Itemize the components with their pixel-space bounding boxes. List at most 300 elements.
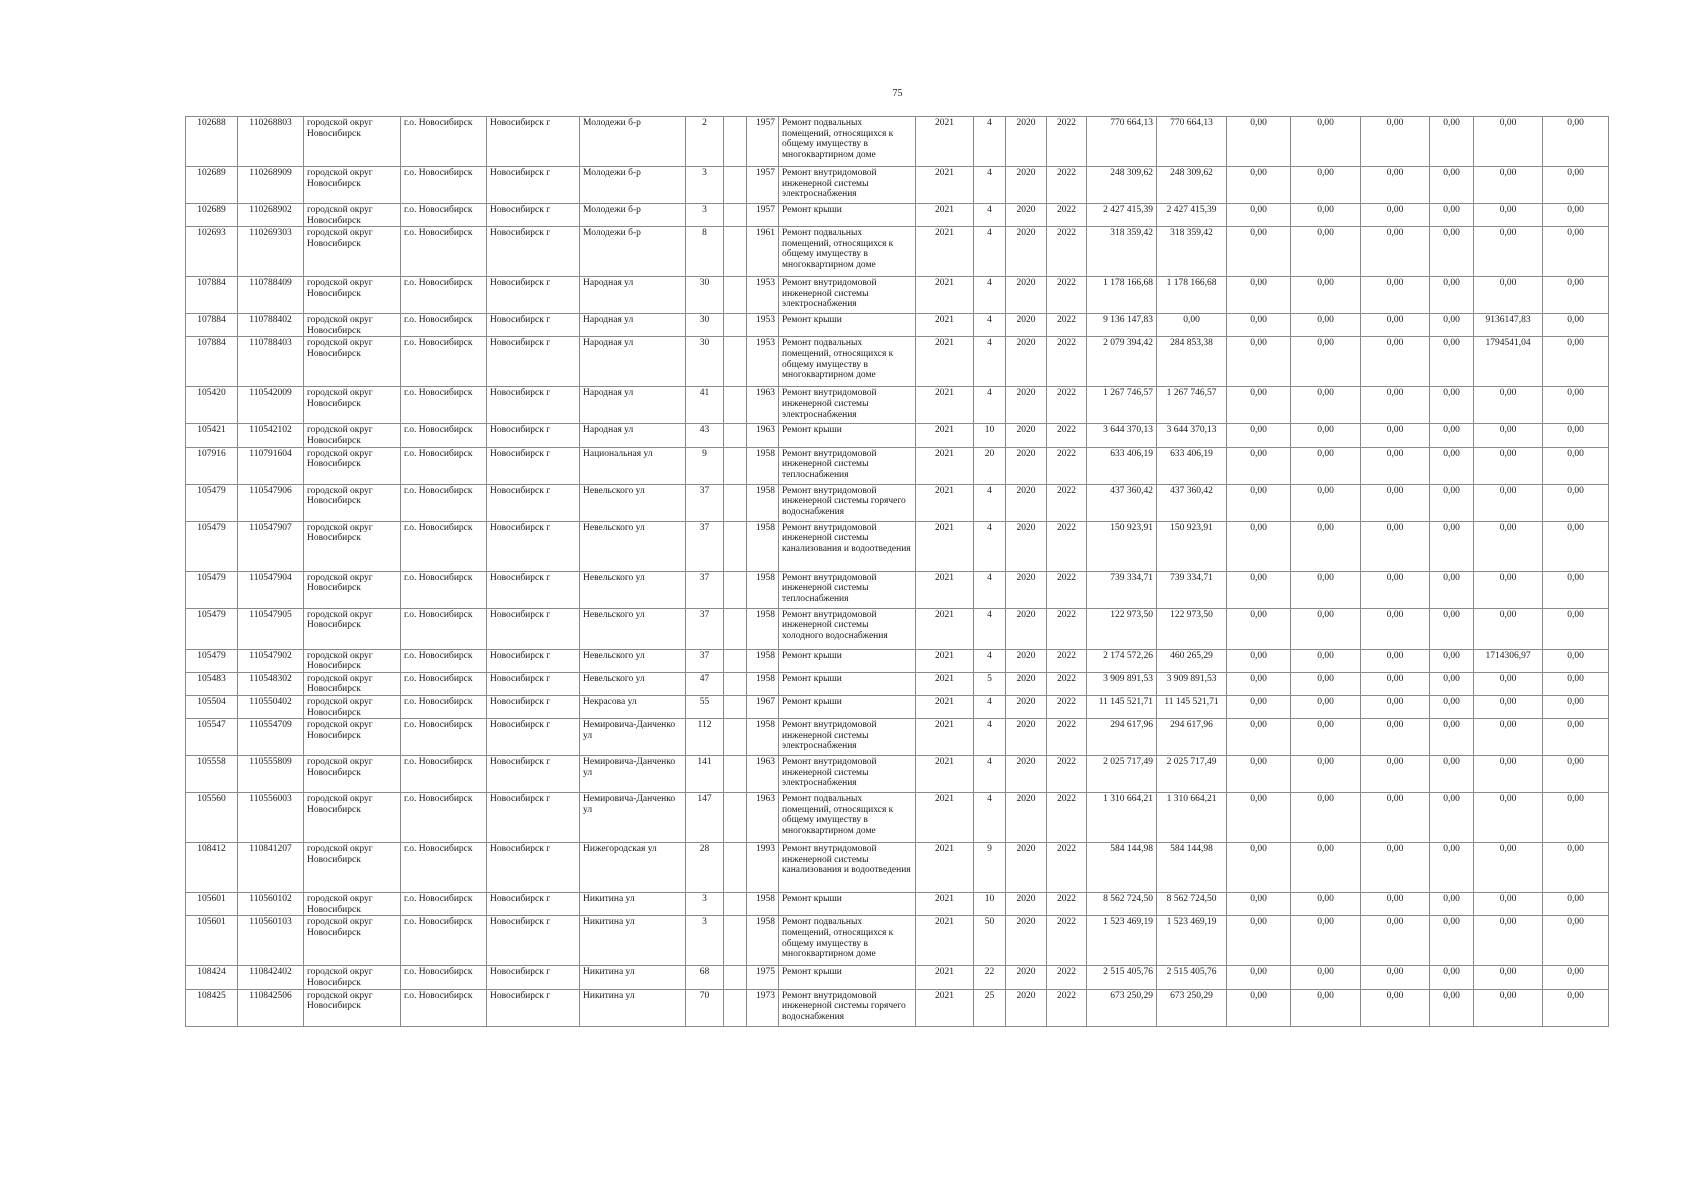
- table-row: [186, 571, 1609, 608]
- cell-period-start: 2020: [1006, 893, 1047, 916]
- table-row: [186, 204, 1609, 227]
- cell-element-id: 110560103: [238, 916, 304, 966]
- cell-street: Невельского ул: [580, 521, 686, 571]
- cell-period-end: 2022: [1047, 672, 1087, 695]
- cell-floors: 4: [974, 227, 1006, 277]
- cell-settlement: Новосибирск г: [487, 608, 580, 649]
- cell-work-type: Ремонт внутридомовой инженерной системы электроснабжения: [779, 277, 916, 314]
- cell-street: Невельского ул: [580, 571, 686, 608]
- cell-build-year: 1958: [747, 916, 779, 966]
- cell-municipal-district: г.о. Новосибирск: [401, 843, 487, 893]
- cell-street: Невельского ул: [580, 608, 686, 649]
- cell-federal-funds: 0,00: [1227, 167, 1291, 204]
- cell-build-year: 1973: [747, 989, 779, 1026]
- cell-other-funds: 0,00: [1430, 204, 1474, 227]
- table-row: [186, 117, 1609, 167]
- cell-street: Немировича-Данченко ул: [580, 793, 686, 843]
- cell-floors: 22: [974, 966, 1006, 989]
- cell-period-end: 2022: [1047, 843, 1087, 893]
- cell-house-id: 108425: [186, 989, 238, 1026]
- cell-build-year: 1957: [747, 117, 779, 167]
- cell-fund-cost: 294 617,96: [1157, 719, 1227, 756]
- cell-period-end: 2022: [1047, 695, 1087, 718]
- cell-federal-funds: 0,00: [1227, 447, 1291, 484]
- cell-street: Народная ул: [580, 314, 686, 337]
- cell-build-year: 1967: [747, 695, 779, 718]
- cell-house-id: 105547: [186, 719, 238, 756]
- cell-element-id: 110788402: [238, 314, 304, 337]
- cell-work-type: Ремонт крыши: [779, 966, 916, 989]
- cell-fund-cost: 284 853,38: [1157, 337, 1227, 387]
- cell-local-funds: 0,00: [1361, 793, 1430, 843]
- cell-period-end: 2022: [1047, 117, 1087, 167]
- cell-element-id: 110842506: [238, 989, 304, 1026]
- cell-element-id: 110547906: [238, 484, 304, 521]
- cell-build-year: 1958: [747, 521, 779, 571]
- cell-owner-funds: 0,00: [1474, 484, 1543, 521]
- table-row: [186, 337, 1609, 387]
- cell-street: Никитина ул: [580, 966, 686, 989]
- cell-owner-funds: 0,00: [1474, 424, 1543, 447]
- cell-local-funds: 0,00: [1361, 314, 1430, 337]
- cell-reserve: 0,00: [1543, 719, 1609, 756]
- cell-total-cost: 1 310 664,21: [1087, 793, 1157, 843]
- cell-municipality: городской округ Новосибирск: [304, 672, 401, 695]
- cell-local-funds: 0,00: [1361, 649, 1430, 672]
- cell-total-cost: 2 427 415,39: [1087, 204, 1157, 227]
- cell-other-funds: 0,00: [1430, 672, 1474, 695]
- cell-house-number: 68: [686, 966, 724, 989]
- cell-period-end: 2022: [1047, 447, 1087, 484]
- cell-owner-funds: 0,00: [1474, 916, 1543, 966]
- cell-reserve: 0,00: [1543, 608, 1609, 649]
- cell-build-year: 1958: [747, 608, 779, 649]
- cell-total-cost: 2 174 572,26: [1087, 649, 1157, 672]
- cell-street: Нижегородская ул: [580, 843, 686, 893]
- cell-street: Молодежи б-р: [580, 117, 686, 167]
- cell-house-id: 102689: [186, 167, 238, 204]
- cell-owner-funds: 0,00: [1474, 227, 1543, 277]
- cell-municipal-district: г.о. Новосибирск: [401, 447, 487, 484]
- cell-period-end: 2022: [1047, 337, 1087, 387]
- cell-local-funds: 0,00: [1361, 966, 1430, 989]
- cell-total-cost: 11 145 521,71: [1087, 695, 1157, 718]
- cell-plan-year: 2021: [916, 167, 974, 204]
- cell-street: Народная ул: [580, 337, 686, 387]
- cell-local-funds: 0,00: [1361, 167, 1430, 204]
- cell-house-number: 2: [686, 117, 724, 167]
- cell-work-type: Ремонт внутридомовой инженерной системы канализования и водоотведения: [779, 521, 916, 571]
- cell-period-start: 2020: [1006, 314, 1047, 337]
- cell-settlement: Новосибирск г: [487, 843, 580, 893]
- cell-owner-funds: 0,00: [1474, 608, 1543, 649]
- cell-plan-year: 2021: [916, 695, 974, 718]
- cell-settlement: Новосибирск г: [487, 672, 580, 695]
- cell-work-type: Ремонт подвальных помещений, относящихся к общему имуществу в многоквартирном доме: [779, 227, 916, 277]
- cell-municipal-district: г.о. Новосибирск: [401, 484, 487, 521]
- cell-federal-funds: 0,00: [1227, 484, 1291, 521]
- cell-regional-funds: 0,00: [1291, 484, 1361, 521]
- cell-period-end: 2022: [1047, 227, 1087, 277]
- cell-local-funds: 0,00: [1361, 337, 1430, 387]
- cell-reserve: 0,00: [1543, 204, 1609, 227]
- cell-regional-funds: 0,00: [1291, 521, 1361, 571]
- cell-build-year: 1958: [747, 447, 779, 484]
- cell-building: [724, 424, 747, 447]
- cell-period-end: 2022: [1047, 719, 1087, 756]
- cell-regional-funds: 0,00: [1291, 387, 1361, 424]
- cell-regional-funds: 0,00: [1291, 649, 1361, 672]
- cell-street: Никитина ул: [580, 916, 686, 966]
- cell-house-id: 107884: [186, 314, 238, 337]
- cell-federal-funds: 0,00: [1227, 424, 1291, 447]
- cell-owner-funds: 1794541,04: [1474, 337, 1543, 387]
- cell-settlement: Новосибирск г: [487, 649, 580, 672]
- cell-building: [724, 672, 747, 695]
- cell-period-start: 2020: [1006, 793, 1047, 843]
- cell-municipal-district: г.о. Новосибирск: [401, 521, 487, 571]
- cell-street: Немировича-Данченко ул: [580, 719, 686, 756]
- cell-build-year: 1958: [747, 571, 779, 608]
- cell-other-funds: 0,00: [1430, 893, 1474, 916]
- cell-floors: 4: [974, 204, 1006, 227]
- cell-local-funds: 0,00: [1361, 484, 1430, 521]
- cell-municipality: городской округ Новосибирск: [304, 117, 401, 167]
- cell-fund-cost: 770 664,13: [1157, 117, 1227, 167]
- cell-house-id: 108424: [186, 966, 238, 989]
- cell-municipality: городской округ Новосибирск: [304, 649, 401, 672]
- cell-local-funds: 0,00: [1361, 608, 1430, 649]
- cell-house-number: 28: [686, 843, 724, 893]
- table-row: [186, 989, 1609, 1026]
- cell-other-funds: 0,00: [1430, 695, 1474, 718]
- cell-municipal-district: г.о. Новосибирск: [401, 695, 487, 718]
- cell-regional-funds: 0,00: [1291, 117, 1361, 167]
- cell-local-funds: 0,00: [1361, 227, 1430, 277]
- cell-house-number: 141: [686, 756, 724, 793]
- cell-other-funds: 0,00: [1430, 916, 1474, 966]
- cell-house-id: 102689: [186, 204, 238, 227]
- cell-municipality: городской округ Новосибирск: [304, 447, 401, 484]
- cell-build-year: 1958: [747, 672, 779, 695]
- cell-building: [724, 719, 747, 756]
- cell-plan-year: 2021: [916, 608, 974, 649]
- cell-settlement: Новосибирск г: [487, 117, 580, 167]
- cell-federal-funds: 0,00: [1227, 314, 1291, 337]
- cell-house-id: 105479: [186, 608, 238, 649]
- cell-regional-funds: 0,00: [1291, 447, 1361, 484]
- cell-municipal-district: г.о. Новосибирск: [401, 649, 487, 672]
- cell-build-year: 1953: [747, 277, 779, 314]
- cell-plan-year: 2021: [916, 227, 974, 277]
- cell-settlement: Новосибирск г: [487, 204, 580, 227]
- cell-plan-year: 2021: [916, 989, 974, 1026]
- cell-owner-funds: 0,00: [1474, 672, 1543, 695]
- cell-street: Некрасова ул: [580, 695, 686, 718]
- cell-period-end: 2022: [1047, 649, 1087, 672]
- cell-fund-cost: 437 360,42: [1157, 484, 1227, 521]
- registry-body: [186, 117, 1609, 1027]
- cell-other-funds: 0,00: [1430, 167, 1474, 204]
- cell-other-funds: 0,00: [1430, 649, 1474, 672]
- cell-regional-funds: 0,00: [1291, 695, 1361, 718]
- cell-work-type: Ремонт крыши: [779, 672, 916, 695]
- cell-total-cost: 2 025 717,49: [1087, 756, 1157, 793]
- cell-house-number: 30: [686, 314, 724, 337]
- cell-build-year: 1963: [747, 387, 779, 424]
- cell-municipal-district: г.о. Новосибирск: [401, 989, 487, 1026]
- cell-build-year: 1958: [747, 719, 779, 756]
- cell-work-type: Ремонт внутридомовой инженерной системы холодного водоснабжения: [779, 608, 916, 649]
- cell-regional-funds: 0,00: [1291, 204, 1361, 227]
- table-row: [186, 695, 1609, 718]
- cell-municipality: городской округ Новосибирск: [304, 277, 401, 314]
- cell-owner-funds: 0,00: [1474, 521, 1543, 571]
- cell-local-funds: 0,00: [1361, 916, 1430, 966]
- cell-regional-funds: 0,00: [1291, 277, 1361, 314]
- cell-regional-funds: 0,00: [1291, 893, 1361, 916]
- cell-work-type: Ремонт внутридомовой инженерной системы теплоснабжения: [779, 447, 916, 484]
- cell-reserve: 0,00: [1543, 843, 1609, 893]
- cell-local-funds: 0,00: [1361, 277, 1430, 314]
- cell-floors: 20: [974, 447, 1006, 484]
- cell-total-cost: 673 250,29: [1087, 989, 1157, 1026]
- table-row: [186, 521, 1609, 571]
- cell-floors: 4: [974, 277, 1006, 314]
- cell-element-id: 110547907: [238, 521, 304, 571]
- cell-element-id: 110268803: [238, 117, 304, 167]
- cell-total-cost: 633 406,19: [1087, 447, 1157, 484]
- cell-house-id: 105601: [186, 916, 238, 966]
- cell-work-type: Ремонт внутридомовой инженерной системы электроснабжения: [779, 756, 916, 793]
- cell-regional-funds: 0,00: [1291, 167, 1361, 204]
- cell-house-id: 105504: [186, 695, 238, 718]
- cell-house-id: 105560: [186, 793, 238, 843]
- cell-house-number: 37: [686, 521, 724, 571]
- cell-regional-funds: 0,00: [1291, 672, 1361, 695]
- cell-fund-cost: 122 973,50: [1157, 608, 1227, 649]
- table-row: [186, 277, 1609, 314]
- cell-work-type: Ремонт внутридомовой инженерной системы горячего водоснабжения: [779, 484, 916, 521]
- cell-other-funds: 0,00: [1430, 966, 1474, 989]
- cell-municipality: городской округ Новосибирск: [304, 916, 401, 966]
- table-row: [186, 893, 1609, 916]
- cell-regional-funds: 0,00: [1291, 916, 1361, 966]
- cell-period-end: 2022: [1047, 893, 1087, 916]
- cell-federal-funds: 0,00: [1227, 793, 1291, 843]
- cell-street: Национальная ул: [580, 447, 686, 484]
- cell-municipal-district: г.о. Новосибирск: [401, 387, 487, 424]
- cell-other-funds: 0,00: [1430, 227, 1474, 277]
- cell-house-number: 47: [686, 672, 724, 695]
- cell-regional-funds: 0,00: [1291, 756, 1361, 793]
- cell-floors: 4: [974, 521, 1006, 571]
- cell-municipal-district: г.о. Новосибирск: [401, 608, 487, 649]
- cell-building: [724, 484, 747, 521]
- cell-house-id: 105420: [186, 387, 238, 424]
- cell-fund-cost: 673 250,29: [1157, 989, 1227, 1026]
- cell-reserve: 0,00: [1543, 989, 1609, 1026]
- cell-house-number: 37: [686, 649, 724, 672]
- cell-settlement: Новосибирск г: [487, 793, 580, 843]
- cell-total-cost: 294 617,96: [1087, 719, 1157, 756]
- cell-total-cost: 3 644 370,13: [1087, 424, 1157, 447]
- cell-house-number: 41: [686, 387, 724, 424]
- cell-building: [724, 387, 747, 424]
- cell-plan-year: 2021: [916, 447, 974, 484]
- cell-reserve: 0,00: [1543, 793, 1609, 843]
- cell-fund-cost: 11 145 521,71: [1157, 695, 1227, 718]
- cell-plan-year: 2021: [916, 649, 974, 672]
- cell-municipal-district: г.о. Новосибирск: [401, 916, 487, 966]
- cell-reserve: 0,00: [1543, 277, 1609, 314]
- cell-settlement: Новосибирск г: [487, 989, 580, 1026]
- cell-reserve: 0,00: [1543, 695, 1609, 718]
- cell-period-end: 2022: [1047, 571, 1087, 608]
- cell-period-start: 2020: [1006, 649, 1047, 672]
- cell-fund-cost: 3 909 891,53: [1157, 672, 1227, 695]
- cell-work-type: Ремонт крыши: [779, 893, 916, 916]
- cell-settlement: Новосибирск г: [487, 893, 580, 916]
- cell-reserve: 0,00: [1543, 387, 1609, 424]
- cell-total-cost: 3 909 891,53: [1087, 672, 1157, 695]
- cell-period-start: 2020: [1006, 167, 1047, 204]
- cell-build-year: 1953: [747, 337, 779, 387]
- cell-period-end: 2022: [1047, 424, 1087, 447]
- cell-reserve: 0,00: [1543, 916, 1609, 966]
- cell-reserve: 0,00: [1543, 314, 1609, 337]
- cell-municipality: городской округ Новосибирск: [304, 337, 401, 387]
- cell-floors: 4: [974, 117, 1006, 167]
- cell-total-cost: 8 562 724,50: [1087, 893, 1157, 916]
- cell-municipality: городской округ Новосибирск: [304, 484, 401, 521]
- cell-municipality: городской округ Новосибирск: [304, 204, 401, 227]
- cell-work-type: Ремонт крыши: [779, 204, 916, 227]
- cell-period-end: 2022: [1047, 916, 1087, 966]
- cell-period-start: 2020: [1006, 989, 1047, 1026]
- cell-building: [724, 277, 747, 314]
- cell-house-id: 105601: [186, 893, 238, 916]
- cell-municipal-district: г.о. Новосибирск: [401, 966, 487, 989]
- cell-element-id: 110788409: [238, 277, 304, 314]
- cell-municipal-district: г.о. Новосибирск: [401, 793, 487, 843]
- cell-building: [724, 893, 747, 916]
- cell-owner-funds: 0,00: [1474, 719, 1543, 756]
- cell-municipality: городской округ Новосибирск: [304, 387, 401, 424]
- cell-house-id: 105479: [186, 649, 238, 672]
- cell-house-id: 105558: [186, 756, 238, 793]
- cell-federal-funds: 0,00: [1227, 893, 1291, 916]
- cell-build-year: 1958: [747, 484, 779, 521]
- cell-period-start: 2020: [1006, 117, 1047, 167]
- cell-plan-year: 2021: [916, 521, 974, 571]
- cell-period-start: 2020: [1006, 484, 1047, 521]
- cell-period-start: 2020: [1006, 204, 1047, 227]
- cell-other-funds: 0,00: [1430, 424, 1474, 447]
- cell-reserve: 0,00: [1543, 521, 1609, 571]
- cell-federal-funds: 0,00: [1227, 608, 1291, 649]
- cell-regional-funds: 0,00: [1291, 793, 1361, 843]
- cell-house-id: 107884: [186, 337, 238, 387]
- cell-element-id: 110548302: [238, 672, 304, 695]
- cell-plan-year: 2021: [916, 277, 974, 314]
- cell-total-cost: 122 973,50: [1087, 608, 1157, 649]
- cell-house-id: 105479: [186, 571, 238, 608]
- cell-work-type: Ремонт внутридомовой инженерной системы канализования и водоотведения: [779, 843, 916, 893]
- table-row: [186, 649, 1609, 672]
- cell-element-id: 110841207: [238, 843, 304, 893]
- cell-regional-funds: 0,00: [1291, 966, 1361, 989]
- cell-other-funds: 0,00: [1430, 117, 1474, 167]
- cell-floors: 4: [974, 719, 1006, 756]
- cell-element-id: 110560102: [238, 893, 304, 916]
- cell-owner-funds: 0,00: [1474, 793, 1543, 843]
- table-row: [186, 314, 1609, 337]
- cell-building: [724, 916, 747, 966]
- cell-floors: 4: [974, 756, 1006, 793]
- cell-period-start: 2020: [1006, 387, 1047, 424]
- cell-work-type: Ремонт внутридомовой инженерной системы теплоснабжения: [779, 571, 916, 608]
- cell-street: Никитина ул: [580, 989, 686, 1026]
- cell-street: Молодежи б-р: [580, 167, 686, 204]
- cell-other-funds: 0,00: [1430, 756, 1474, 793]
- cell-period-start: 2020: [1006, 447, 1047, 484]
- cell-plan-year: 2021: [916, 843, 974, 893]
- cell-floors: 4: [974, 608, 1006, 649]
- cell-other-funds: 0,00: [1430, 484, 1474, 521]
- cell-street: Молодежи б-р: [580, 204, 686, 227]
- cell-fund-cost: 584 144,98: [1157, 843, 1227, 893]
- cell-total-cost: 150 923,91: [1087, 521, 1157, 571]
- cell-work-type: Ремонт крыши: [779, 649, 916, 672]
- cell-fund-cost: 633 406,19: [1157, 447, 1227, 484]
- cell-plan-year: 2021: [916, 204, 974, 227]
- cell-local-funds: 0,00: [1361, 447, 1430, 484]
- cell-municipal-district: г.о. Новосибирск: [401, 277, 487, 314]
- cell-floors: 10: [974, 424, 1006, 447]
- cell-fund-cost: 2 427 415,39: [1157, 204, 1227, 227]
- cell-regional-funds: 0,00: [1291, 424, 1361, 447]
- cell-municipal-district: г.о. Новосибирск: [401, 204, 487, 227]
- cell-municipality: городской округ Новосибирск: [304, 521, 401, 571]
- cell-owner-funds: 0,00: [1474, 756, 1543, 793]
- cell-local-funds: 0,00: [1361, 571, 1430, 608]
- cell-other-funds: 0,00: [1430, 387, 1474, 424]
- cell-period-end: 2022: [1047, 167, 1087, 204]
- cell-reserve: 0,00: [1543, 756, 1609, 793]
- cell-house-id: 102688: [186, 117, 238, 167]
- cell-build-year: 1963: [747, 793, 779, 843]
- cell-street: Народная ул: [580, 277, 686, 314]
- cell-floors: 4: [974, 649, 1006, 672]
- cell-fund-cost: 318 359,42: [1157, 227, 1227, 277]
- cell-house-number: 9: [686, 447, 724, 484]
- cell-plan-year: 2021: [916, 719, 974, 756]
- cell-owner-funds: 0,00: [1474, 966, 1543, 989]
- cell-floors: 50: [974, 916, 1006, 966]
- cell-reserve: 0,00: [1543, 893, 1609, 916]
- cell-building: [724, 227, 747, 277]
- cell-element-id: 110791604: [238, 447, 304, 484]
- cell-municipality: городской округ Новосибирск: [304, 227, 401, 277]
- cell-municipality: городской округ Новосибирск: [304, 893, 401, 916]
- cell-build-year: 1963: [747, 756, 779, 793]
- cell-period-end: 2022: [1047, 204, 1087, 227]
- cell-local-funds: 0,00: [1361, 521, 1430, 571]
- cell-building: [724, 608, 747, 649]
- cell-local-funds: 0,00: [1361, 719, 1430, 756]
- cell-settlement: Новосибирск г: [487, 424, 580, 447]
